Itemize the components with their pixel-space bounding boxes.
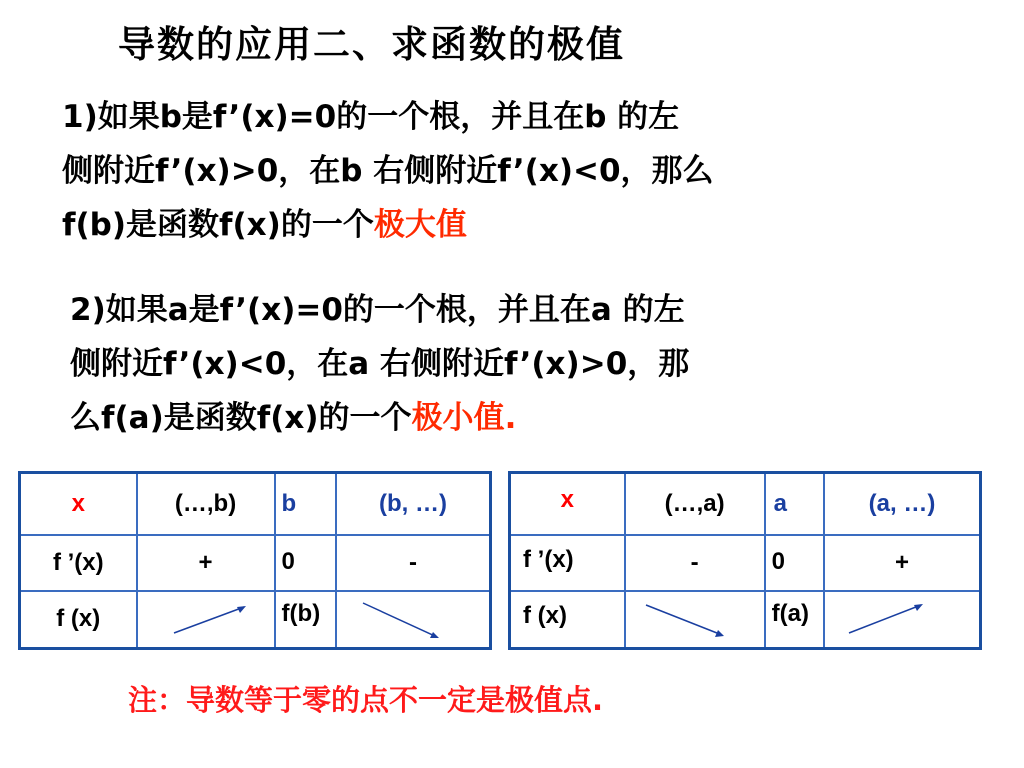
derivative-at-point: 0 (275, 535, 336, 591)
para1-line-3-text: f(b)是函数f(x)的一个 (62, 207, 374, 243)
table-row (20, 535, 491, 591)
increasing-arrow-icon (824, 591, 981, 649)
note: 注：导数等于零的点不一定是极值点. (128, 683, 604, 717)
decreasing-arrow-icon (625, 591, 765, 649)
interval-left-text: (…,a) (664, 489, 725, 517)
maximum-term: 极大值 (373, 207, 467, 243)
derivative-sign-left: + (137, 535, 275, 591)
para2-line-3-text: 么f(a)是函数f(x)的一个 (70, 400, 412, 436)
minimum-term: 极小值 (411, 400, 505, 436)
para1-line-2: 侧附近f’(x)>0，在b 右侧附近f’(x)<0，那么 (62, 153, 714, 189)
function-at-point-suffix: ) (312, 599, 321, 627)
function-label: f (x) (20, 591, 137, 649)
table-row (510, 473, 981, 535)
page-title: 导数的应用二、求函数的极值 (118, 23, 625, 66)
critical-point: a (765, 473, 824, 535)
para2-line-3 (70, 391, 689, 445)
para2-line-2: 侧附近f’(x)<0，在a 右侧附近f’(x)>0，那 (70, 346, 690, 382)
derivative-sign-right: + (824, 535, 981, 591)
function-at-point-var: b (297, 599, 313, 627)
minimum-definition (70, 283, 689, 445)
critical-point: b (275, 473, 336, 535)
function-at-point-var: a (787, 599, 801, 627)
table-row (20, 473, 491, 535)
maximum-definition (62, 90, 714, 252)
interval-right: (a, …) (824, 473, 981, 535)
increasing-arrow-icon (137, 591, 275, 649)
x-header: x (20, 473, 137, 535)
function-at-point (765, 591, 824, 649)
function-at-point-prefix: f( (771, 599, 788, 627)
table-row (510, 591, 981, 649)
function-label: f (x) (510, 591, 625, 649)
x-header: x (510, 473, 625, 535)
derivative-at-point: 0 (765, 535, 824, 591)
maximum-sign-table (18, 471, 492, 650)
table-row (20, 591, 491, 649)
derivative-label: f ’(x) (510, 535, 625, 591)
derivative-label: f ’(x) (20, 535, 137, 591)
para1-line-3 (62, 198, 714, 252)
interval-left (137, 473, 275, 535)
derivative-sign-left: - (625, 535, 765, 591)
interval-right: (b, …) (336, 473, 491, 535)
interval-left (625, 473, 765, 535)
minimum-term-period: . (504, 400, 517, 436)
decreasing-arrow-icon (336, 591, 491, 649)
function-at-point-prefix: f( (281, 599, 298, 627)
function-at-point (275, 591, 336, 649)
para1-line-1: 1)如果b是f’(x)=0的一个根，并且在b 的左 (62, 99, 680, 135)
derivative-sign-right: - (336, 535, 491, 591)
para2-line-1: 2)如果a是f’(x)=0的一个根，并且在a 的左 (70, 292, 685, 328)
interval-left-text: (…,b) (174, 489, 237, 517)
table-row (510, 535, 981, 591)
minimum-sign-table (508, 471, 982, 650)
function-at-point-suffix: ) (800, 599, 809, 627)
